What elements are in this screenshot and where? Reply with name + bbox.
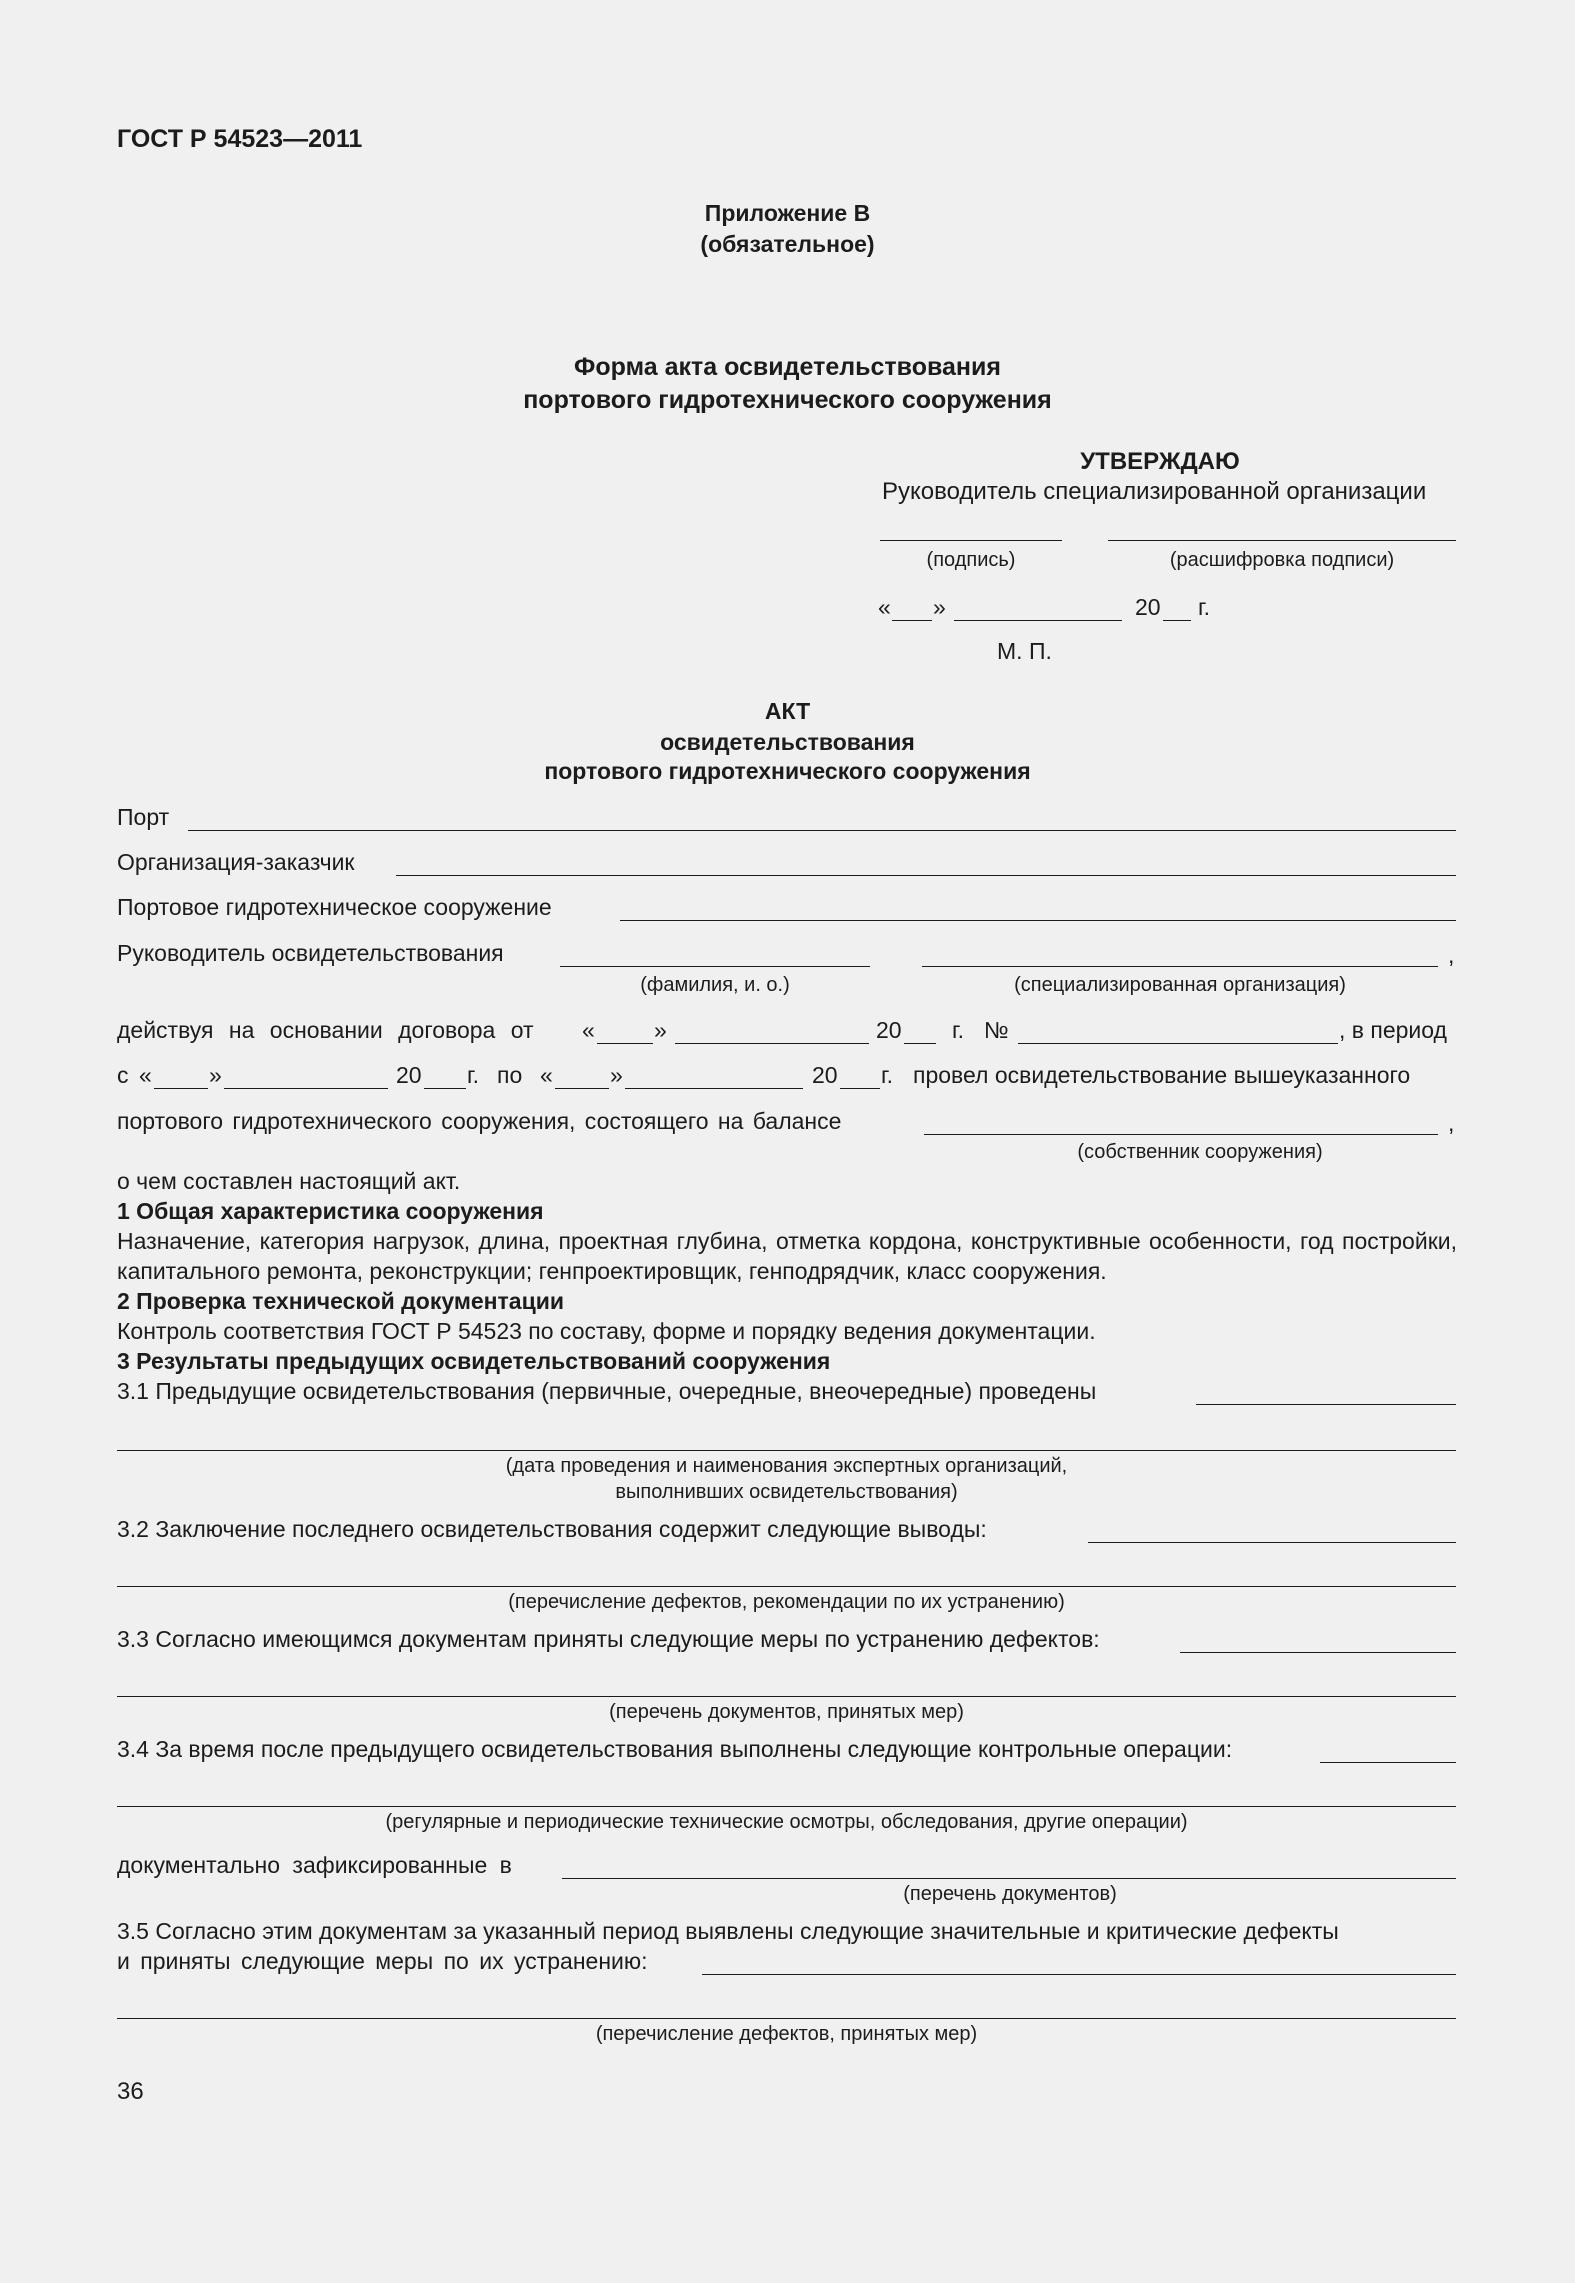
contract-year-field[interactable]	[904, 1043, 936, 1044]
item-3-4-text: 3.4 За время после предыдущего освидетельствования выполнены следующие контрольные операции:	[117, 1736, 1233, 1762]
signature-decode-caption: (расшифровка подписи)	[1169, 549, 1395, 571]
contract-quote-open: «	[582, 1017, 595, 1043]
contract-day-field[interactable]	[597, 1043, 653, 1044]
date-day-line	[892, 620, 932, 621]
item-3-3-field[interactable]	[1180, 1652, 1456, 1653]
item-3-1-text: 3.1 Предыдущие освидетельствования (первичные, очередные, внеочередные) проведены	[117, 1378, 1097, 1404]
form-title-line1: Форма акта освидетельствования	[574, 353, 1001, 381]
item-3-4-doc-caption: (перечень документов)	[903, 1883, 1117, 1905]
item-3-5-field[interactable]	[702, 1974, 1456, 1975]
item-3-4-field-line2[interactable]	[117, 1806, 1456, 1807]
item-3-1-caption-2: выполнивших освидетельствования)	[615, 1481, 958, 1503]
act-line2: освидетельствования	[660, 729, 915, 755]
item-3-1-field-line2[interactable]	[117, 1450, 1456, 1451]
doc-code: ГОСТ Р 54523—2011	[117, 125, 363, 153]
compiled-text: о чем составлен настоящий акт.	[117, 1168, 461, 1194]
item-3-1-caption-1: (дата проведения и наименования экспертных организаций,	[505, 1455, 1068, 1477]
section-1-text: Назначение, категория нагрузок, длина, проектная глубина, отметка кордона, конструктивные особенности, год постройки, капитального ремонта, реконструкции; генпроектировщик, генподрядчик, класс сооружения.	[117, 1228, 1457, 1284]
structure-field[interactable]	[620, 920, 1456, 921]
period-to-year-field[interactable]	[840, 1088, 880, 1089]
customer-label: Организация-заказчик	[117, 849, 355, 875]
port-field[interactable]	[188, 830, 1456, 831]
act-line1: АКТ	[764, 698, 811, 724]
period-to-quote-open: «	[540, 1062, 553, 1088]
contract-number-field[interactable]	[1018, 1043, 1338, 1044]
date-quote-close: »	[933, 594, 946, 620]
port-label: Порт	[117, 804, 170, 830]
head-comma: ,	[1448, 942, 1455, 968]
period-from-year-suffix: г.	[467, 1062, 479, 1088]
date-year-prefix: 20	[1135, 594, 1161, 620]
appendix-title: Приложение В	[704, 200, 871, 226]
period-from-quote-open: «	[139, 1062, 152, 1088]
item-3-4-doc-text: документально зафиксированные в	[117, 1852, 512, 1878]
page-number: 36	[117, 2078, 144, 2105]
period-from-year-prefix: 20	[396, 1062, 422, 1088]
item-3-3-text: 3.3 Согласно имеющимся документам приняты следующие меры по устранению дефектов:	[117, 1626, 1100, 1652]
org-caption: (специализированная организация)	[1014, 974, 1346, 996]
period-from-quote-close: »	[209, 1062, 222, 1088]
contract-month-field[interactable]	[675, 1043, 869, 1044]
item-3-5-line1: 3.5 Согласно этим документам за указанный период выявлены следующие значительные и критические дефекты	[117, 1918, 1339, 1944]
signature-caption: (подпись)	[926, 549, 1016, 571]
balance-label: портового гидротехнического сооружения, состоящего на балансе	[117, 1108, 842, 1134]
customer-field[interactable]	[396, 875, 1456, 876]
signature-decode-line	[1108, 540, 1456, 541]
section-1-title: 1 Общая характеристика сооружения	[117, 1198, 544, 1224]
date-month-line	[954, 620, 1122, 621]
period-from-year-field[interactable]	[424, 1088, 466, 1089]
name-caption: (фамилия, и. о.)	[640, 974, 790, 996]
structure-label: Портовое гидротехническое сооружение	[117, 894, 552, 920]
section-2-text: Контроль соответствия ГОСТ Р 54523 по составу, форме и порядку ведения документации.	[117, 1318, 1096, 1344]
head-name-field[interactable]	[560, 966, 870, 967]
contract-acting: действуя на основании договора от	[117, 1017, 534, 1043]
date-year-line	[1163, 620, 1191, 621]
item-3-2-caption: (перечисление дефектов, рекомендации по их устранению)	[508, 1591, 1065, 1613]
appendix-note: (обязательное)	[700, 231, 875, 257]
contract-number-sign: №	[984, 1017, 1009, 1043]
item-3-4-caption: (регулярные и периодические технические осмотры, обследования, другие операции)	[385, 1811, 1188, 1833]
section-2-title: 2 Проверка технической документации	[117, 1288, 564, 1314]
item-3-2-field-line2[interactable]	[117, 1586, 1456, 1587]
contract-year-prefix: 20	[876, 1017, 902, 1043]
contract-period: , в период	[1339, 1017, 1447, 1043]
date-year-suffix: г.	[1198, 594, 1210, 620]
period-to: по	[497, 1062, 523, 1088]
head-org-field[interactable]	[922, 966, 1438, 967]
item-3-1-field[interactable]	[1196, 1404, 1456, 1405]
signature-line	[880, 540, 1062, 541]
period-to-year-suffix: г.	[881, 1062, 893, 1088]
period-from-month-field[interactable]	[224, 1088, 388, 1089]
section-3-title: 3 Результаты предыдущих освидетельствований сооружения	[117, 1348, 831, 1374]
item-3-3-caption: (перечень документов, принятых мер)	[609, 1701, 964, 1723]
owner-caption: (собственник сооружения)	[1077, 1141, 1323, 1163]
stamp-label: М. П.	[997, 638, 1052, 664]
period-to-quote-close: »	[610, 1062, 623, 1088]
item-3-5-line2: и приняты следующие меры по их устранению:	[117, 1948, 648, 1974]
period-to-month-field[interactable]	[625, 1088, 803, 1089]
contract-year-suffix: г.	[952, 1017, 964, 1043]
period-from: с	[117, 1062, 129, 1088]
item-3-2-text: 3.2 Заключение последнего освидетельствования содержит следующие выводы:	[117, 1516, 987, 1542]
approve-role: Руководитель специализированной организации	[882, 478, 1427, 505]
item-3-5-field-line2[interactable]	[117, 2018, 1456, 2019]
approve-heading: УТВЕРЖДАЮ	[1080, 448, 1240, 475]
period-to-year-prefix: 20	[812, 1062, 838, 1088]
item-3-5-caption: (перечисление дефектов, принятых мер)	[595, 2023, 978, 2045]
owner-field[interactable]	[924, 1134, 1438, 1135]
item-3-4-doc-field[interactable]	[562, 1878, 1456, 1879]
item-3-2-field[interactable]	[1088, 1542, 1456, 1543]
form-title-line2: портового гидротехнического сооружения	[523, 386, 1052, 414]
period-conducted: провел освидетельствование вышеуказанного	[913, 1062, 1411, 1088]
date-quote-open: «	[878, 594, 891, 620]
act-line3: портового гидротехнического сооружения	[544, 758, 1031, 784]
period-to-day-field[interactable]	[555, 1088, 609, 1089]
item-3-3-field-line2[interactable]	[117, 1696, 1456, 1697]
item-3-4-field[interactable]	[1320, 1762, 1456, 1763]
head-label: Руководитель освидетельствования	[117, 940, 504, 966]
period-from-day-field[interactable]	[154, 1088, 208, 1089]
contract-quote-close: »	[654, 1017, 667, 1043]
owner-comma: ,	[1448, 1110, 1455, 1136]
